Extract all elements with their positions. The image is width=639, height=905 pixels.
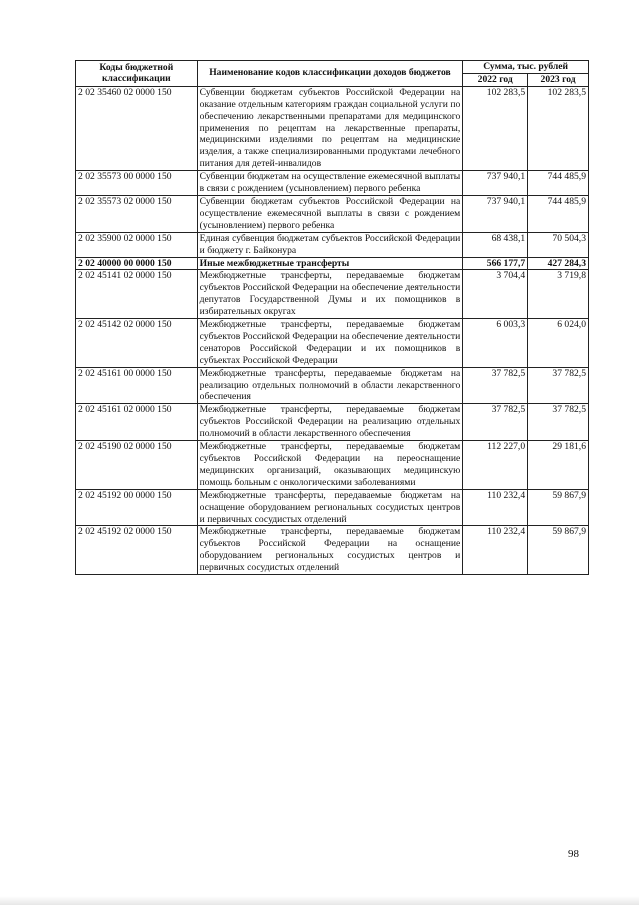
header-codes: Коды бюджетной классификации (76, 61, 198, 87)
scan-bottom-edge (0, 896, 639, 905)
table-row (76, 367, 589, 404)
amount-2022-cell: 112 227,0 (463, 441, 528, 490)
amount-2022-cell: 6 003,3 (463, 319, 528, 368)
amount-2023-cell: 6 024,0 (528, 319, 589, 368)
budget-name-cell: Межбюджетные трансферты, передаваемые бюджетам субъектов Российской Федерации на обеспечение деятельности депутатов Государственной Думы и их помощников в избирательных округах (197, 270, 463, 319)
table-row (76, 526, 589, 575)
budget-code-cell: 2 02 45142 02 0000 150 (76, 319, 198, 368)
amount-2023-cell: 744 485,9 (528, 195, 589, 232)
table-row (76, 404, 589, 441)
budget-name-cell: Межбюджетные трансферты, передаваемые бюджетам субъектов Российской Федерации на обеспечение деятельности сенаторов Российской Федерации и их помощников в субъектах Российской Федерации (197, 319, 463, 368)
amount-2022-cell: 737 940,1 (463, 171, 528, 196)
table-row (76, 171, 589, 196)
amount-2022-cell: 37 782,5 (463, 404, 528, 441)
amount-2023-cell: 427 284,3 (528, 257, 589, 270)
table-row (76, 441, 589, 490)
budget-name-cell: Субвенции бюджетам на осуществление ежемесячной выплаты в связи с рождением (усыновлением) первого ребенка (197, 171, 463, 196)
amount-2023-cell: 102 283,5 (528, 86, 589, 170)
amount-2023-cell: 37 782,5 (528, 404, 589, 441)
table-row (76, 270, 589, 319)
table-row (76, 489, 589, 526)
budget-code-cell: 2 02 45141 02 0000 150 (76, 270, 198, 319)
budget-code-cell: 2 02 45161 00 0000 150 (76, 367, 198, 404)
budget-name-cell: Субвенции бюджетам субъектов Российской Федерации на осуществление ежемесячной выплаты в связи с рождением (усыновлением) первого ребенка (197, 195, 463, 232)
table-row (76, 86, 589, 170)
budget-name-cell: Межбюджетные трансферты, передаваемые бюджетам субъектов Российской Федерации на оснащение оборудованием региональных сосудистых центров и первичных сосудистых отделений (197, 526, 463, 575)
amount-2022-cell: 37 782,5 (463, 367, 528, 404)
amount-2023-cell: 70 504,3 (528, 232, 589, 257)
page-number: 98 (568, 848, 579, 860)
header-year-2023: 2023 год (528, 73, 589, 86)
table-row (76, 257, 589, 270)
table-body (76, 86, 589, 574)
amount-2023-cell: 3 719,8 (528, 270, 589, 319)
table-row (76, 195, 589, 232)
amount-2023-cell: 59 867,9 (528, 489, 589, 526)
budget-code-cell: 2 02 45192 02 0000 150 (76, 526, 198, 575)
budget-name-cell: Межбюджетные трансферты, передаваемые бюджетам на оснащение оборудованием региональных сосудистых центров и первичных сосудистых отделений (197, 489, 463, 526)
budget-code-cell: 2 02 45192 00 0000 150 (76, 489, 198, 526)
amount-2022-cell: 566 177,7 (463, 257, 528, 270)
table-header-row (76, 61, 589, 74)
amount-2022-cell: 110 232,4 (463, 489, 528, 526)
table-row (76, 232, 589, 257)
budget-code-cell: 2 02 45190 02 0000 150 (76, 441, 198, 490)
budget-code-cell: 2 02 40000 00 0000 150 (76, 257, 198, 270)
budget-code-cell: 2 02 35900 02 0000 150 (76, 232, 198, 257)
amount-2023-cell: 29 181,6 (528, 441, 589, 490)
header-year-2022: 2022 год (463, 73, 528, 86)
budget-name-cell: Межбюджетные трансферты, передаваемые бюджетам субъектов Российской Федерации на реализацию отдельных полномочий в области лекарственного обеспечения (197, 404, 463, 441)
amount-2023-cell: 59 867,9 (528, 526, 589, 575)
budget-code-cell: 2 02 45161 02 0000 150 (76, 404, 198, 441)
budget-name-cell: Иные межбюджетные трансферты (197, 257, 463, 270)
budget-name-cell: Субвенции бюджетам субъектов Российской Федерации на оказание отдельным категориям граждан социальной услуги по обеспечению лекарственными препаратами для медицинского применения по рецептам на лекарственные препараты, медицинскими изделиями по рецептам на медицинские изделия, а также специализированными продуктами лечебного питания для детей-инвалидов (197, 86, 463, 170)
budget-revenue-table (75, 60, 589, 575)
budget-code-cell: 2 02 35573 00 0000 150 (76, 171, 198, 196)
budget-name-cell: Единая субвенция бюджетам субъектов Российской Федерации и бюджету г. Байконура (197, 232, 463, 257)
budget-name-cell: Межбюджетные трансферты, передаваемые бюджетам субъектов Российской Федерации на переоснащение медицинских организаций, оказывающих медицинскую помощь больным с онкологическими заболеваниями (197, 441, 463, 490)
budget-code-cell: 2 02 35460 02 0000 150 (76, 86, 198, 170)
amount-2022-cell: 110 232,4 (463, 526, 528, 575)
header-names: Наименование кодов классификации доходов бюджетов (197, 61, 463, 87)
amount-2022-cell: 3 704,4 (463, 270, 528, 319)
budget-name-cell: Межбюджетные трансферты, передаваемые бюджетам на реализацию отдельных полномочий в области лекарственного обеспечения (197, 367, 463, 404)
budget-code-cell: 2 02 35573 02 0000 150 (76, 195, 198, 232)
amount-2023-cell: 744 485,9 (528, 171, 589, 196)
amount-2022-cell: 737 940,1 (463, 195, 528, 232)
amount-2023-cell: 37 782,5 (528, 367, 589, 404)
header-sum: Сумма, тыс. рублей (463, 61, 589, 74)
table-row (76, 319, 589, 368)
amount-2022-cell: 68 438,1 (463, 232, 528, 257)
amount-2022-cell: 102 283,5 (463, 86, 528, 170)
